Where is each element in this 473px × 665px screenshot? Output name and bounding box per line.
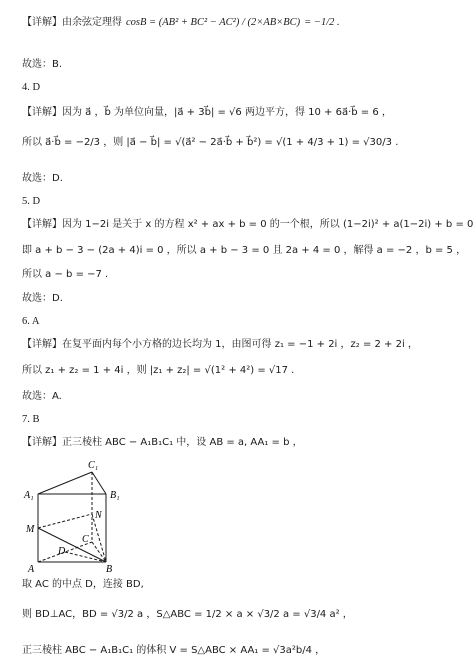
- label-a1: A₁: [24, 490, 34, 501]
- q7-area-line: 则 BD⊥AC，BD = √3/2 a ，S△ABC = 1/2 × a × √3/2 a = √3/4 a² ，: [22, 609, 353, 620]
- cosine-law-result: = −1/2 .: [304, 17, 340, 28]
- q5-detail-line: [22, 218, 473, 232]
- label-b: B: [106, 564, 113, 575]
- label-m: M: [26, 524, 35, 535]
- question-7-number: 7. B: [22, 414, 40, 425]
- label-n: N: [95, 510, 102, 521]
- q4-detail-text: 因为 a⃗ ，b⃗ 为单位向量，|a⃗ + 3b⃗| = √6 两边平方，得 10 + 6a⃗·b⃗ = 6 ，: [62, 107, 392, 118]
- segment-n-b: [92, 514, 106, 562]
- edge-a1-c1: [38, 472, 92, 494]
- detail-tag: 【详解】: [22, 219, 62, 230]
- detail-tag: 【详解】: [22, 437, 62, 448]
- q5-detail-text: 因为 1−2i 是关于 x 的方程 x² + ax + b = 0 的一个根，所以 (1−2i)² + a(1−2i) + b = 0: [62, 219, 473, 230]
- label-c: C: [82, 534, 89, 545]
- cosine-law-formula: cosB = (AB² + BC² − AC²) / (2×AB×BC): [126, 17, 301, 28]
- answer-line-1: 故选：B.: [22, 59, 63, 70]
- triangular-prism-figure: [22, 458, 132, 576]
- label-d: D: [58, 546, 66, 557]
- q4-detail-line: [22, 106, 392, 120]
- q5-equation-line: 即 a + b − 3 − (2a + 4)i = 0 ，所以 a + b − 3 = 0 且 2a + 4 = 0 ，解得 a = −2 ，b = 5 ，: [22, 245, 467, 256]
- edge-c1-b1: [92, 472, 106, 494]
- question-6-number: 6. A: [22, 316, 40, 327]
- q6-detail-line: [22, 338, 418, 352]
- cosine-law-line: [22, 6, 340, 40]
- label-a: A: [28, 564, 35, 575]
- detail-tag: 【详解】: [22, 339, 62, 350]
- segment-m-b: [38, 528, 106, 562]
- q6-result-line: 所以 z₁ + z₂ = 1 + 4i ，则 |z₁ + z₂| = √(1² + 4²) = √17 .: [22, 365, 295, 376]
- label-b1: B₁: [110, 490, 120, 501]
- q7-midpoint-line: 取 AC 的中点 D，连接 BD,: [22, 579, 144, 590]
- detail-tag: 【详解】: [22, 107, 62, 118]
- q7-detail-text: 正三棱柱 ABC − A₁B₁C₁ 中，设 AB = a, AA₁ = b ，: [62, 437, 303, 448]
- label-c1: C₁: [88, 460, 99, 471]
- question-4-number: 4. D: [22, 82, 41, 93]
- q7-volume-line: 正三棱柱 ABC − A₁B₁C₁ 的体积 V = S△ABC × AA₁ = √3a²b/4 ，: [22, 645, 326, 656]
- q7-detail-line: [22, 436, 303, 450]
- segment-d-b: [65, 552, 106, 562]
- q6-detail-text: 在复平面内每个小方格的边长均为 1，由图可得 z₁ = −1 + 2i ，z₂ = 2 + 2i ，: [62, 339, 418, 350]
- question-5-number: 5. D: [22, 196, 41, 207]
- q5-answer-line: 故选：D.: [22, 293, 63, 304]
- q4-answer-line: 故选：D.: [22, 173, 63, 184]
- q5-result-line: 所以 a − b = −7 .: [22, 269, 109, 280]
- detail-tag: 【详解】: [22, 17, 62, 28]
- q4-result-line: 所以 a⃗·b⃗ = −2/3 ，则 |a⃗ − b⃗| = √(a⃗² − 2a⃗·b⃗ + b⃗²) = √(1 + 4/3 + 1) = √30/3 .: [22, 137, 399, 148]
- q6-answer-line: 故选：A.: [22, 391, 62, 402]
- segment-m-n: [38, 514, 92, 528]
- cosine-law-intro: 由余弦定理得: [62, 17, 122, 28]
